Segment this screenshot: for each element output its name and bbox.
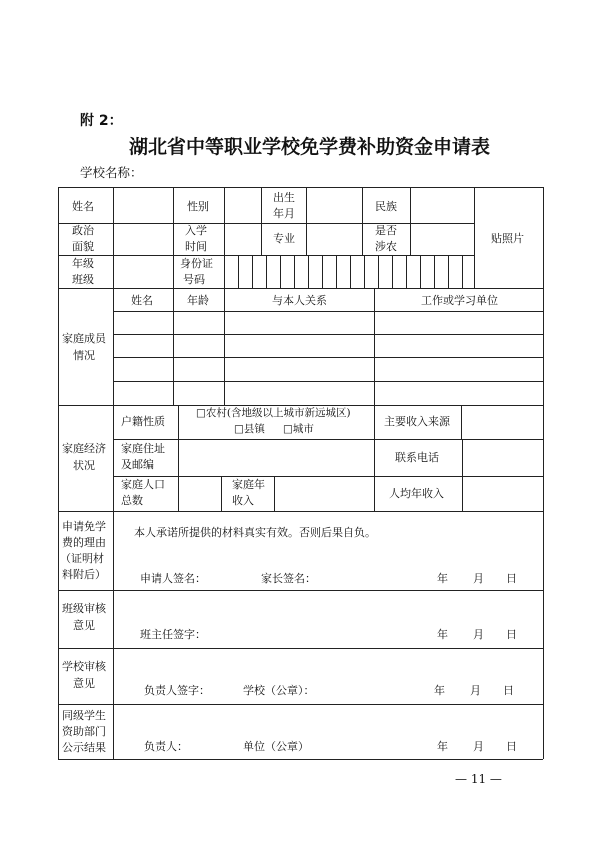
- major-label: 专业: [273, 232, 295, 245]
- family-col-work: 工作或学习单位: [421, 294, 498, 307]
- commitment-statement: 本人承诺所提供的材料真实有效。否则后果自负。: [134, 526, 376, 539]
- applicant-signature-label: 申请人签名：: [140, 572, 206, 585]
- hukou-option-rural[interactable]: □农村(含地级以上城市新远城区): [196, 407, 351, 419]
- agriculture-label-line1: 是否: [375, 224, 397, 237]
- birth-label-line2: 年月: [273, 207, 295, 220]
- family-col-age: 年龄: [187, 294, 209, 307]
- reason-label-line1: 申请免学: [62, 520, 106, 533]
- address-label-line2: 及邮编: [121, 458, 154, 471]
- dept-seal-label: 单位（公章）: [243, 740, 309, 753]
- reason-label-line4: 料附后）: [62, 568, 106, 581]
- name-label: 姓名: [72, 200, 94, 213]
- school-review-day: 日: [503, 684, 514, 697]
- family-section-line1: 家庭成员: [62, 332, 106, 345]
- responsible-person-signature-label: 负责人签字：: [144, 684, 210, 697]
- class-review-month: 月: [473, 628, 484, 641]
- population-label-line2: 总数: [121, 494, 143, 507]
- address-label-line1: 家庭住址: [121, 442, 165, 455]
- attachment-label: 附 2：: [80, 113, 123, 129]
- id-label-line2: 号码: [183, 273, 205, 286]
- dept-responsible-label: 负责人：: [144, 740, 188, 753]
- class-review-year: 年: [437, 628, 448, 641]
- head-teacher-signature-label: 班主任签字：: [140, 628, 206, 641]
- reason-month: 月: [473, 572, 484, 585]
- politics-label-line1: 政治: [72, 224, 94, 237]
- birth-label-line1: 出生: [273, 191, 295, 204]
- agriculture-label-line2: 涉农: [375, 240, 397, 253]
- dept-label-line1: 同级学生: [62, 709, 106, 722]
- dept-year: 年: [437, 740, 448, 753]
- gender-label: 性别: [187, 200, 209, 213]
- politics-label-line2: 面貌: [72, 240, 94, 253]
- school-review-month: 月: [470, 684, 481, 697]
- economy-section-line2: 状况: [73, 459, 95, 472]
- grade-label-line2: 班级: [72, 273, 94, 286]
- school-seal-label: 学校（公章）：: [243, 684, 315, 697]
- class-review-day: 日: [506, 628, 517, 641]
- annual-income-label-line1: 家庭年: [232, 478, 265, 491]
- school-review-label-line1: 学校审核: [62, 660, 106, 673]
- per-capita-income-label: 人均年收入: [389, 487, 444, 500]
- enroll-label-line1: 入学: [185, 224, 207, 237]
- hukou-option-town[interactable]: □县镇: [234, 423, 265, 435]
- dept-day: 日: [506, 740, 517, 753]
- main-income-label: 主要收入来源: [384, 415, 450, 428]
- economy-section-line1: 家庭经济: [62, 442, 106, 455]
- phone-label: 联系电话: [395, 451, 439, 464]
- dept-month: 月: [473, 740, 484, 753]
- class-review-label-line2: 意见: [73, 619, 95, 632]
- school-review-year: 年: [434, 684, 445, 697]
- reason-day: 日: [506, 572, 517, 585]
- photo-placeholder: 贴照片: [491, 232, 524, 245]
- reason-label-line2: 费的理由: [62, 536, 106, 549]
- grade-label-line1: 年级: [72, 257, 94, 270]
- ethnicity-label: 民族: [375, 200, 397, 213]
- family-section-line2: 情况: [73, 349, 95, 362]
- dept-label-line3: 公示结果: [62, 741, 106, 754]
- form-title: 湖北省中等职业学校免学费补助资金申请表: [129, 136, 491, 158]
- school-review-label-line2: 意见: [73, 677, 95, 690]
- page-number: — 11 —: [455, 772, 502, 786]
- family-col-name: 姓名: [131, 294, 153, 307]
- enroll-label-line2: 时间: [185, 240, 207, 253]
- school-name-label: 学校名称：: [80, 165, 143, 180]
- annual-income-label-line2: 收入: [232, 494, 254, 507]
- dept-label-line2: 资助部门: [62, 725, 106, 738]
- class-review-label-line1: 班级审核: [62, 602, 106, 615]
- id-label-line1: 身份证: [180, 257, 213, 270]
- reason-year: 年: [437, 572, 448, 585]
- family-col-relation: 与本人关系: [272, 294, 327, 307]
- population-label-line1: 家庭人口: [121, 478, 165, 491]
- hukou-label: 户籍性质: [121, 415, 165, 428]
- parent-signature-label: 家长签名：: [261, 572, 316, 585]
- hukou-option-city[interactable]: □城市: [283, 423, 314, 435]
- reason-label-line3: （证明材: [60, 552, 104, 565]
